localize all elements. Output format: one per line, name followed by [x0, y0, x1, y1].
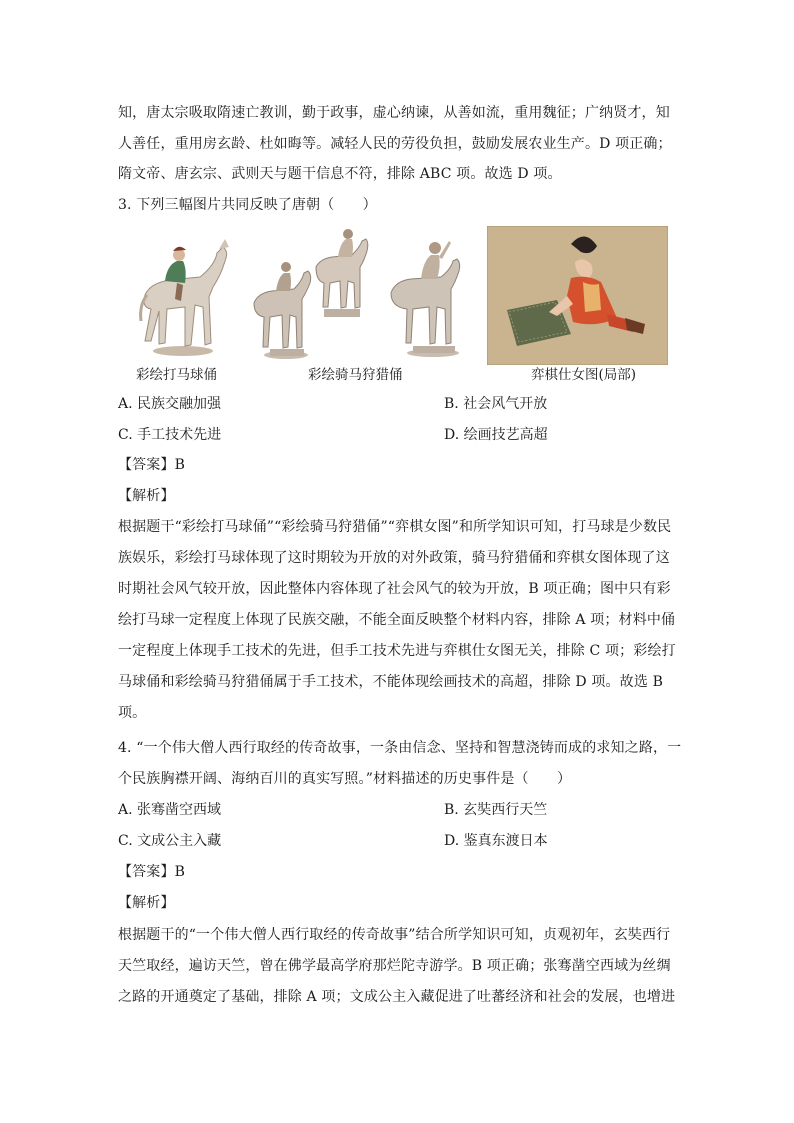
- option-c: C. 手工技术先进: [118, 427, 222, 443]
- option-c: C. 文成公主入藏: [118, 833, 222, 849]
- option-a: A. 民族交融加强: [118, 396, 222, 412]
- option-d: D. 鉴真东渡日本: [444, 833, 548, 849]
- figure-caption: 弈棋仕女图(局部): [531, 367, 637, 383]
- answer-label: 【答案】B: [118, 864, 186, 880]
- option-b: B. 玄奘西行天竺: [444, 802, 548, 818]
- analysis-line: 项。: [118, 705, 147, 721]
- intro-line: 隋文帝、唐玄宗、武则天与题干信息不符，排除 ABC 项。故选 D 项。: [118, 166, 562, 182]
- analysis-line: 根据题干“彩绘打马球俑”“彩绘骑马狩猎俑”“弈棋女图”和所学知识可知，打马球是少数民: [118, 519, 672, 535]
- option-a: A. 张骞凿空西域: [118, 802, 222, 818]
- polo-figurine-image: [125, 225, 235, 360]
- rider-figurine-image: [385, 233, 480, 360]
- figure-caption: 彩绘打马球俑: [136, 367, 217, 383]
- painting-image: [487, 226, 668, 365]
- answer-label: 【答案】B: [118, 457, 186, 473]
- analysis-line: 马球俑和彩绘骑马狩猎俑属于手工技术，不能体现绘画技术的高超，排除 D 项。故选 B: [118, 674, 664, 690]
- option-b: B. 社会风气开放: [444, 396, 548, 412]
- option-d: D. 绘画技艺高超: [444, 427, 548, 443]
- analysis-line: 绘打马球一定程度上体现了民族交融，不能全面反映整个材料内容，排除 A 项；材料中俑: [118, 612, 676, 628]
- figure-caption: 彩绘骑马狩猎俑: [308, 367, 403, 383]
- analysis-label: 【解析】: [118, 895, 175, 911]
- analysis-line: 天竺取经，遍访天竺，曾在佛学最高学府那烂陀寺游学。B 项正确；张骞凿空西域为丝绸: [118, 958, 671, 974]
- analysis-line: 族娱乐，彩绘打马球体现了这时期较为开放的对外政策，骑马狩猎俑和弈棋女图体现了这: [118, 550, 670, 566]
- analysis-line: 之路的开通奠定了基础，排除 A 项；文成公主入藏促进了吐蕃经济和社会的发展，也增进: [118, 989, 676, 1005]
- analysis-line: 根据题干的“一个伟大僧人西行取经的传奇故事”结合所学知识可知，贞观初年，玄奘西行: [118, 927, 671, 943]
- question-4-stem: 4. “一个伟大僧人西行取经的传奇故事，一条由信念、坚持和智慧浇铸而成的求知之路，一: [118, 740, 682, 756]
- intro-line: 知，唐太宗吸取隋速亡教训，勤于政事，虚心纳谏，从善如流，重用魏征；广纳贤才，知: [118, 105, 670, 121]
- question-4-stem: 个民族胸襟开阔、海纳百川的真实写照。”材料描述的历史事件是（ ）: [118, 771, 572, 787]
- analysis-line: 一定程度上体现手工技术的先进，但手工技术先进与弈棋仕女图无关，排除 C 项；彩绘打: [118, 643, 676, 659]
- hunting-figurines-image: [248, 227, 378, 362]
- analysis-line: 时期社会风气较开放，因此整体内容体现了社会风气的较为开放，B 项正确；图中只有彩: [118, 581, 671, 597]
- question-3-stem: 3. 下列三幅图片共同反映了唐朝（ ）: [118, 197, 377, 213]
- intro-line: 人善任，重用房玄龄、杜如晦等。减轻人民的劳役负担，鼓励发展农业生产。D 项正确；: [118, 136, 672, 152]
- analysis-label: 【解析】: [118, 488, 175, 504]
